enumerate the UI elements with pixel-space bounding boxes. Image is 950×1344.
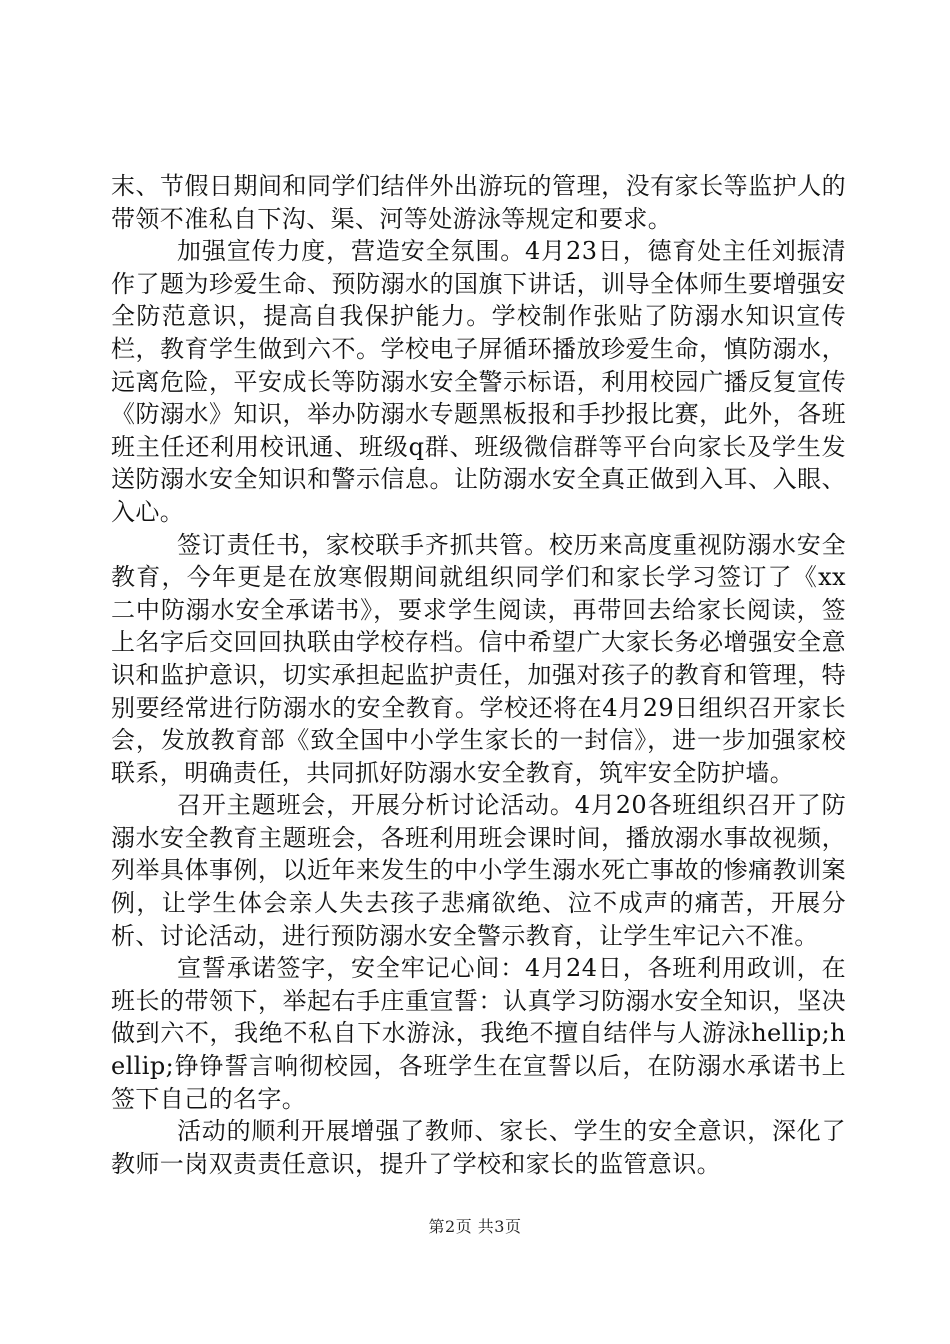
paragraph-continuation: 末、节假日期间和同学们结伴外出游玩的管理，没有家长等监护人的带领不准私自下沟、渠、河等处游泳等规定和要求。 [111,172,846,233]
paragraph-class-meeting: 召开主题班会，开展分析讨论活动。4月20各班组织召开了防溺水安全教育主题班会，各班利用班会课时间，播放溺水事故视频，列举具体事例，以近年来发生的中小学生溺水死亡事故的惨痛教训案例，让学生体会亲人失去孩子悲痛欲绝、泣不成声的痛苦，开展分析、讨论活动，进行预防溺水安全警示教育，让学生牢记六不准。 [111,791,846,950]
paragraph-oath-signing: 宣誓承诺签字，安全牢记心间：4月24日，各班利用政训，在班长的带领下，举起右手庄重宣誓：认真学习防溺水安全知识，坚决做到六不，我绝不私自下水游泳，我绝不擅自结伴与人游泳hellip;hellip;铮铮誓言响彻校园，各班学生在宣誓以后，在防溺水承诺书上签下自己的名字。 [111,954,846,1113]
page-number-footer: 第2页 共3页 [428,1217,522,1236]
paragraph-responsibility-letter: 签订责任书，家校联手齐抓共管。校历来高度重视防溺水安全教育，今年更是在放寒假期间就组织同学们和家长学习签订了《xx二中防溺水安全承诺书》，要求学生阅读，再带回去给家长阅读，签上名字后交回回执联由学校存档。信中希望广大家长务必增强安全意识和监护意识，切实承担起监护责任，加强对孩子的教育和管理，特别要经常进行防溺水的安全教育。学校还将在4月29日组织召开家长会，发放教育部《致全国中小学生家长的一封信》，进一步加强家校联系，明确责任，共同抓好防溺水安全教育，筑牢安全防护墙。 [111,530,846,787]
paragraph-publicity: 加强宣传力度，营造安全氛围。4月23日，德育处主任刘振清作了题为珍爱生命、预防溺水的国旗下讲话，训导全体师生要增强安全防范意识，提高自我保护能力。学校制作张贴了防溺水知识宣传栏，教育学生做到六不。学校电子屏循环播放珍爱生命，慎防溺水，远离危险，平安成长等防溺水安全警示标语，利用校园广播反复宣传《防溺水》知识，举办防溺水专题黑板报和手抄报比赛，此外，各班班主任还利用校讯通、班级q群、班级微信群等平台向家长及学生发送防溺水安全知识和警示信息。让防溺水安全真正做到入耳、入眼、入心。 [111,237,846,526]
paragraph-conclusion: 活动的顺利开展增强了教师、家长、学生的安全意识，深化了教师一岗双责责任意识，提升了学校和家长的监管意识。 [111,1117,846,1178]
document-body [111,170,846,1180]
